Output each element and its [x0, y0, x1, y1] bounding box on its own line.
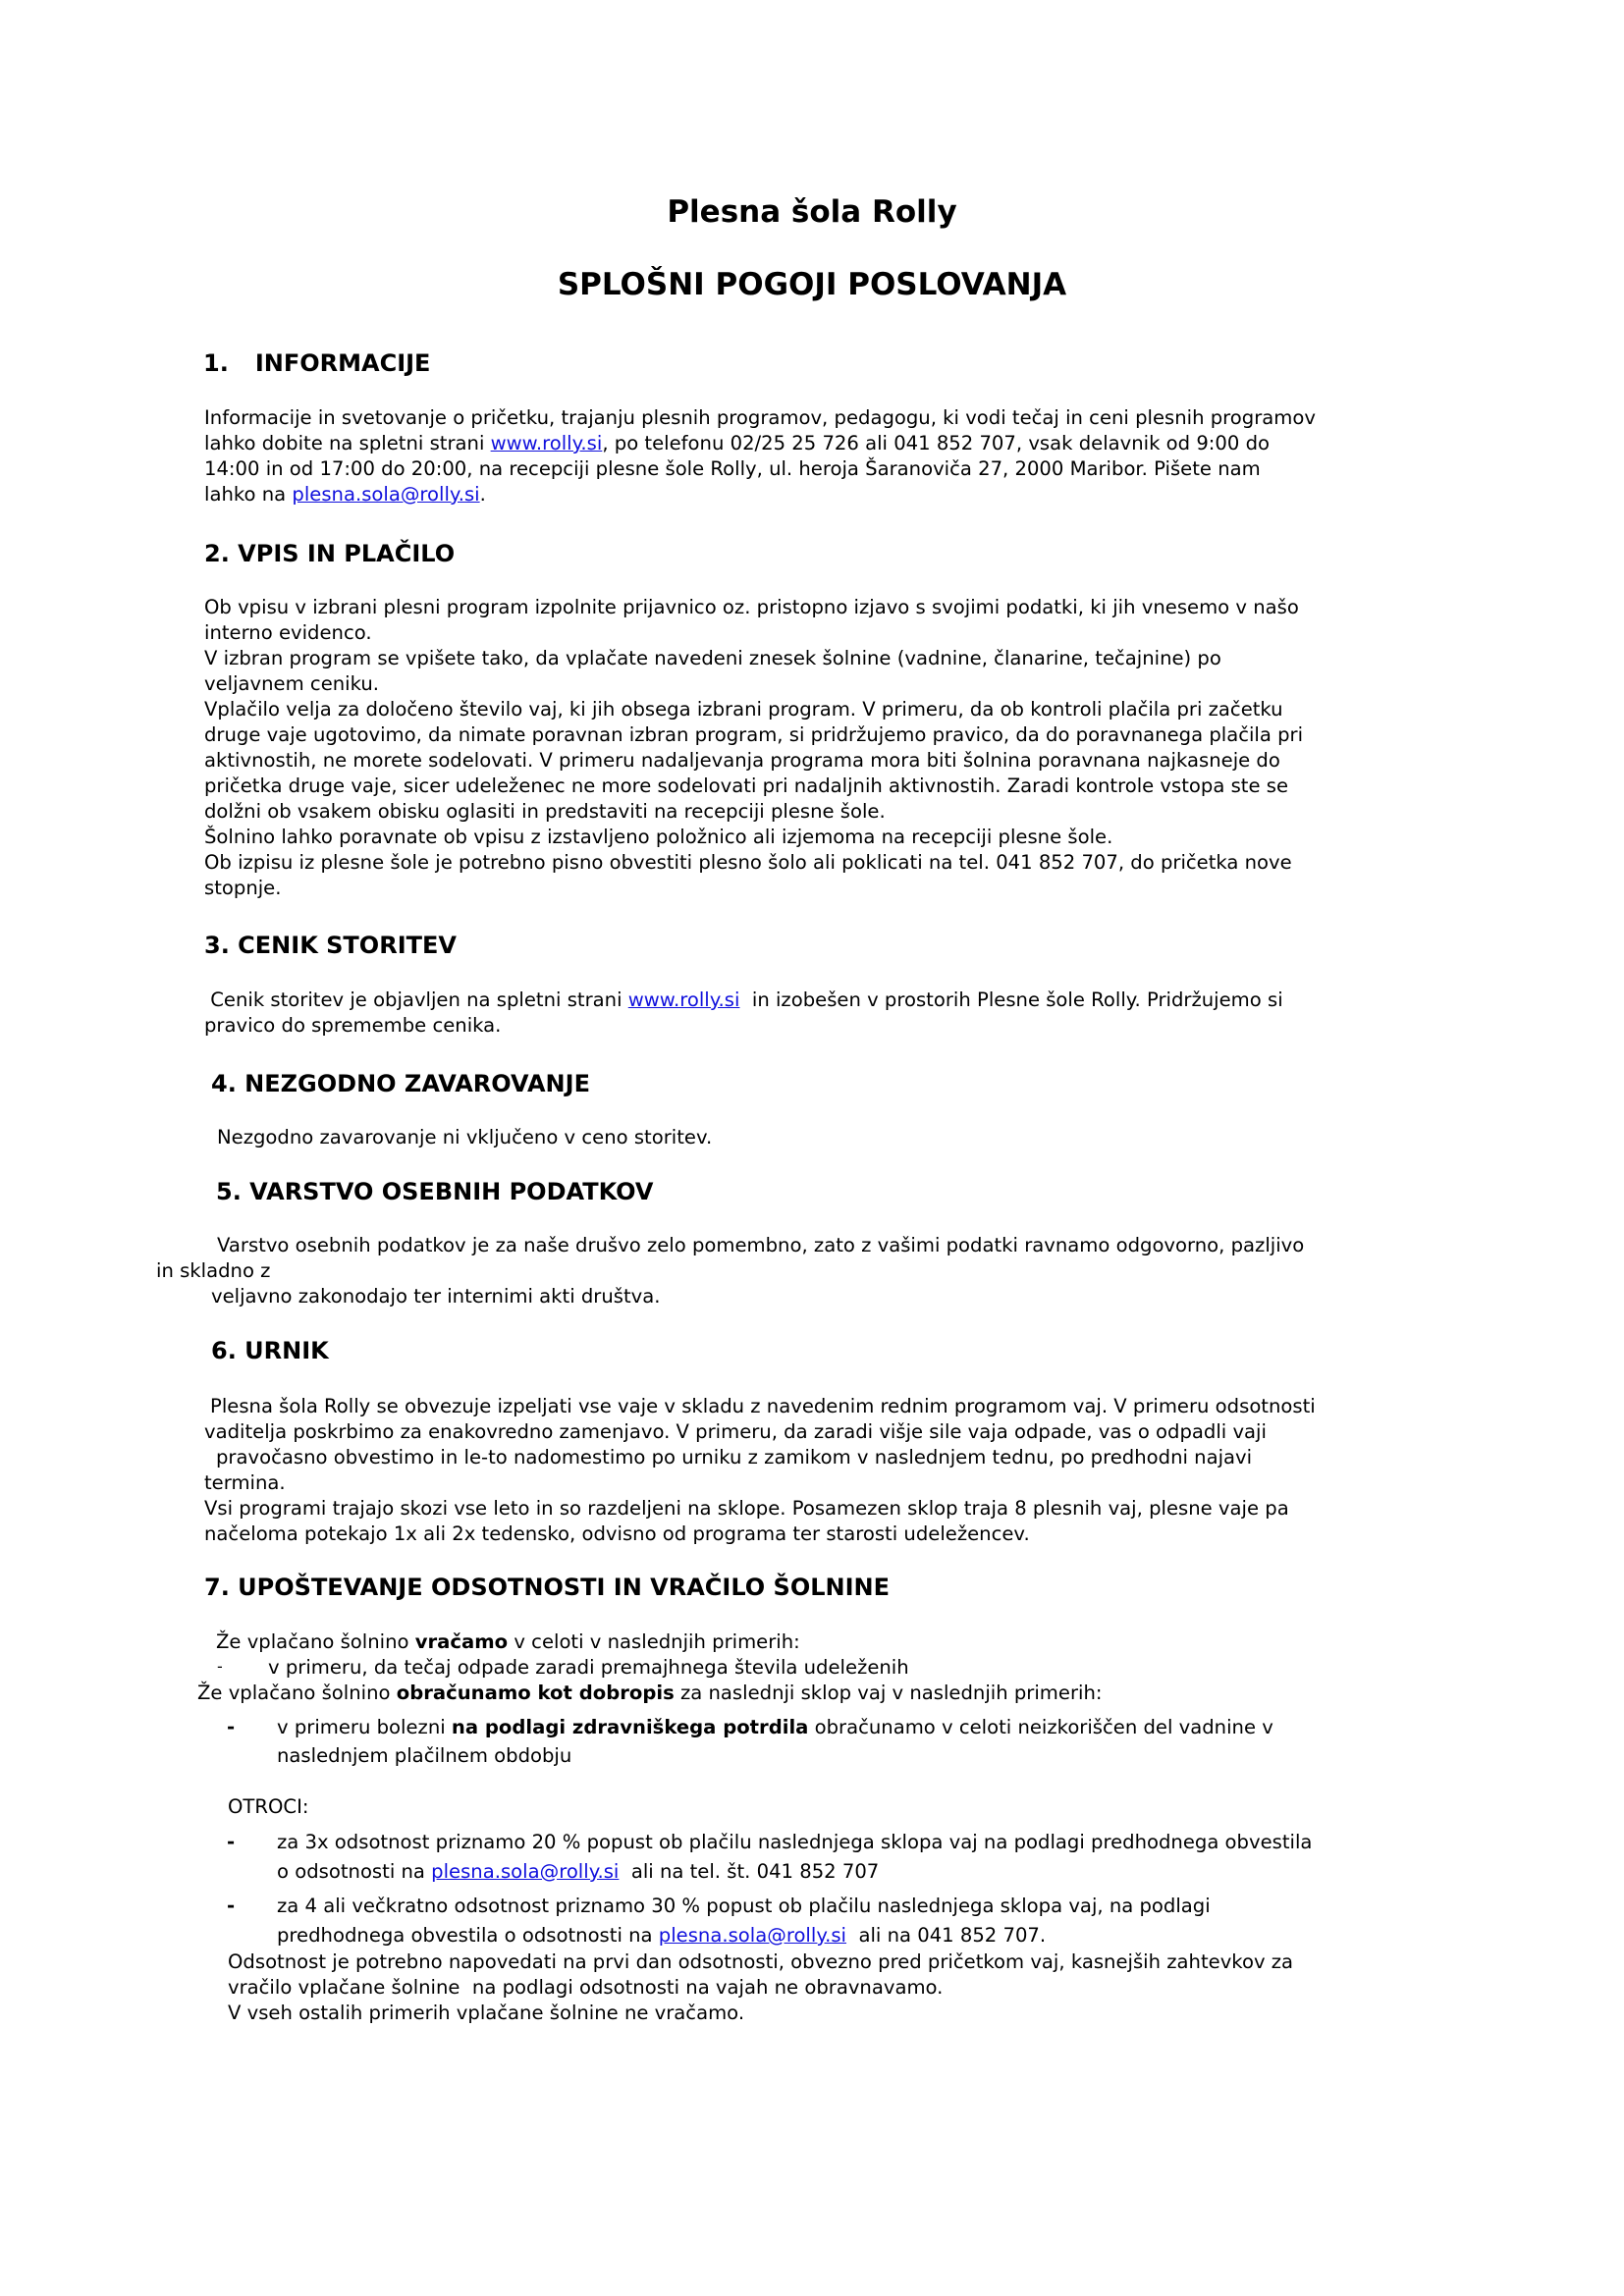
organization-title: Plesna šola Rolly — [667, 194, 957, 230]
refund-intro — [216, 1629, 800, 1655]
credit-intro — [197, 1681, 1102, 1706]
section-2-line: Šolnino lahko poravnate ob vpisu z izstavljeno položnico ali izjemoma na recepciji plesne šole. — [204, 826, 1113, 848]
website-link[interactable]: www.rolly.si — [627, 988, 740, 1011]
section-6-line: načeloma potekajo 1x ali 2x tedensko, odvisno od programa ter starosti udeležencev. — [204, 1522, 1030, 1545]
section-1-line-4 — [204, 482, 486, 507]
children-item-1-line-2 — [277, 1859, 879, 1885]
section-2-line: V izbran program se vpišete tako, da vplačate navedeni znesek šolnine (vadnine, članarine, tečajnine) po — [204, 647, 1221, 669]
refund-item: v primeru, da tečaj odpade zaradi premajhnega števila udeleženih — [268, 1656, 909, 1679]
section-2-line: aktivnostih, ne morete sodelovati. V primeru nadaljevanja programa mora biti šolnina poravnana najkasneje do — [204, 749, 1280, 772]
section-3-line-2: pravico do spremembe cenika. — [204, 1014, 502, 1037]
bold-text: obračunamo kot dobropis — [396, 1682, 675, 1704]
section-1-number: 1. — [203, 349, 229, 377]
section-2-line: druge vaje ugotovimo, da nimate poravnan izbran program, si pridržujemo pravico, da do poravnanega plačila pri — [204, 723, 1304, 746]
text: Že vplačano šolnino — [197, 1682, 397, 1704]
bold-text: vračamo — [414, 1630, 509, 1653]
text: za naslednji sklop vaj v naslednjih primerih: — [674, 1682, 1103, 1704]
text: in izobešen v prostorih Plesne šole Rolly. Pridržujemo si — [739, 988, 1283, 1011]
section-2-line: stopnje. — [204, 877, 282, 899]
section-4-heading: 4. NEZGODNO ZAVAROVANJE — [211, 1070, 590, 1097]
section-2-line: Ob vpisu v izbrani plesni program izpolnite prijavnico oz. pristopno izjavo s svojimi podatki, ki jih vnesemo v našo — [204, 596, 1299, 618]
section-6-line: Plesna šola Rolly se obvezuje izpeljati vse vaje v skladu z navedenim rednim programom vaj. V primeru odsotnosti — [210, 1395, 1316, 1417]
text: ali na 041 852 707. — [846, 1924, 1047, 1947]
dash-bullet-icon: - — [227, 1831, 236, 1853]
section-2-line: Ob izpisu iz plesne šole je potrebno pisno obvestiti plesno šolo ali poklicati na tel. 041 852 707, do pričetka nove — [204, 851, 1292, 874]
bold-text: na podlagi zdravniškega potrdila — [451, 1716, 809, 1738]
section-5-line: veljavno zakonodajo ter internimi akti društva. — [211, 1285, 661, 1308]
email-link[interactable]: plesna.sola@rolly.si — [658, 1924, 847, 1947]
children-item-1-line-1: za 3x odsotnost priznamo 20 % popust ob plačilu naslednjega sklopa vaj na podlagi predhodnega obvestila — [277, 1831, 1313, 1853]
section-2-line: veljavnem ceniku. — [204, 672, 380, 695]
section-4-line-1: Nezgodno zavarovanje ni vključeno v ceno storitev. — [217, 1126, 713, 1148]
section-5-heading: 5. VARSTVO OSEBNIH PODATKOV — [216, 1178, 654, 1205]
section-2-heading: 2. VPIS IN PLAČILO — [204, 540, 456, 567]
section-1-line-3: 14:00 in od 17:00 do 20:00, na recepciji plesne šole Rolly, ul. heroja Šaranoviča 27, 2000 Maribor. Pišete nam — [204, 457, 1261, 480]
section-5-line: in skladno z — [156, 1259, 271, 1282]
section-2-line: interno evidenco. — [204, 621, 372, 644]
website-link[interactable]: www.rolly.si — [490, 432, 603, 454]
section-2-line: pričetka druge vaje, sicer udeleženec ne more sodelovati pri nadaljnih aktivnostih. Zaradi kontrole vstopa ste se — [204, 774, 1289, 797]
section-7-heading: 7. UPOŠTEVANJE ODSOTNOSTI IN VRAČILO ŠOLNINE — [204, 1574, 891, 1601]
closing-line: vračilo vplačane šolnine na podlagi odsotnosti na vajah ne obravnavamo. — [228, 1976, 944, 1999]
dash-bullet-icon: - — [217, 1657, 223, 1676]
closing-line: Odsotnost je potrebno napovedati na prvi dan odsotnosti, obvezno pred pričetkom vaj, kasnejših zahtevkov za — [228, 1950, 1294, 1973]
text: v celoti v naslednjih primerih: — [508, 1630, 800, 1653]
children-label: OTROCI: — [228, 1795, 309, 1818]
closing-line: V vseh ostalih primerih vplačane šolnine ne vračamo. — [228, 2002, 745, 2024]
children-item-2-line-1: za 4 ali večkratno odsotnost priznamo 30 % popust ob plačilu naslednjega sklopa vaj, na podlagi — [277, 1895, 1211, 1917]
document-title: SPLOŠNI POGOJI POSLOVANJA — [557, 267, 1067, 302]
section-6-line: pravočasno obvestimo in le-to nadomestimo po urniku z zamikom v naslednjem tednu, po predhodni najavi — [216, 1446, 1253, 1468]
text: , po telefonu 02/25 25 726 ali 041 852 707, vsak delavnik od 9:00 do — [602, 432, 1270, 454]
text: predhodnega obvestila o odsotnosti na — [277, 1924, 659, 1947]
text: ali na tel. št. 041 852 707 — [619, 1860, 880, 1883]
credit-item-line-2: naslednjem plačilnem obdobju — [277, 1744, 572, 1767]
section-6-line: Vsi programi trajajo skozi vse leto in so razdeljeni na sklope. Posamezen sklop traja 8 plesnih vaj, plesne vaje pa — [204, 1497, 1289, 1520]
section-6-heading: 6. URNIK — [211, 1337, 329, 1364]
children-item-2-line-2 — [277, 1923, 1046, 1949]
section-2-line: dolžni ob vsakem obisku oglasiti in predstaviti na recepciji plesne šole. — [204, 800, 886, 823]
text: o odsotnosti na — [277, 1860, 432, 1883]
text: lahko na — [204, 483, 293, 506]
section-6-line: vaditelja poskrbimo za enakovredno zamenjavo. V primeru, da zaradi višje sile vaja odpade, vas o odpadli vaji — [204, 1420, 1267, 1443]
text: lahko dobite na spletni strani — [204, 432, 491, 454]
section-3-heading: 3. CENIK STORITEV — [204, 932, 457, 959]
section-2-line: Vplačilo velja za določeno število vaj, ki jih obsega izbrani program. V primeru, da ob kontroli plačila pri začetku — [204, 698, 1283, 721]
email-link[interactable]: plesna.sola@rolly.si — [431, 1860, 620, 1883]
email-link[interactable]: plesna.sola@rolly.si — [292, 483, 480, 506]
section-5-line: Varstvo osebnih podatkov je za naše drušvo zelo pomembno, zato z vašimi podatki ravnamo odgovorno, pazljivo — [217, 1234, 1305, 1256]
section-1-line-2 — [204, 431, 1270, 456]
credit-item-line-1 — [277, 1715, 1273, 1740]
section-3-line-1 — [204, 988, 1283, 1013]
text: Že vplačano šolnino — [216, 1630, 415, 1653]
text: v primeru bolezni — [277, 1716, 452, 1738]
text: . — [479, 483, 486, 506]
text: Cenik storitev je objavljen na spletni strani — [204, 988, 628, 1011]
text: obračunamo v celoti neizkoriščen del vadnine v — [808, 1716, 1273, 1738]
section-1-title: INFORMACIJE — [254, 349, 431, 377]
section-1-heading — [203, 348, 430, 378]
dash-bullet-icon: - — [227, 1716, 236, 1738]
dash-bullet-icon: - — [227, 1895, 236, 1917]
section-6-line: termina. — [204, 1471, 286, 1494]
section-1-line-1: Informacije in svetovanje o pričetku, trajanju plesnih programov, pedagogu, ki vodi tečaj in ceni plesnih programov — [204, 406, 1316, 429]
